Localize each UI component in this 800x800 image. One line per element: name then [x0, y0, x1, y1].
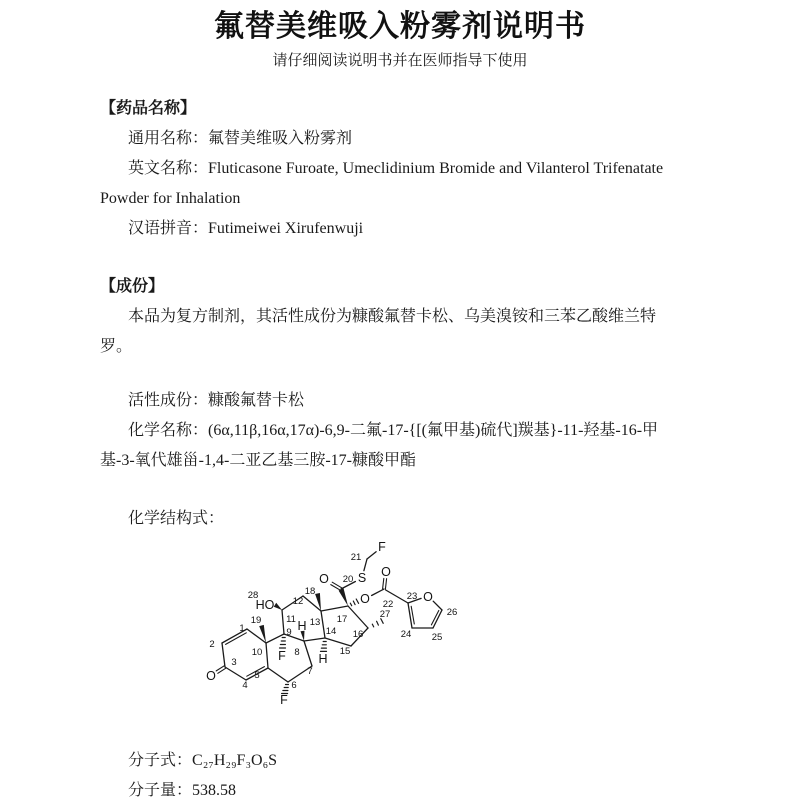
chemical-structure-block	[100, 534, 700, 746]
structure-heading-line: 化学结构式：	[128, 510, 225, 527]
chemical-name-line-2: 基-3-氧代雄甾-1,4-二亚乙基三胺-17-糠酸甲酯	[100, 452, 416, 469]
furoate-carbonyl-oxygen-label: O	[381, 565, 391, 579]
atom-number: 5	[254, 670, 260, 681]
ester-oxygen-label: O	[360, 592, 370, 606]
atom-number: 19	[250, 615, 262, 626]
hydrogen-14-label: H	[318, 652, 328, 666]
page-title: 氟替美维吸入粉雾剂说明书	[214, 10, 586, 43]
atom-number: 11	[286, 614, 296, 625]
atom-number: 9	[286, 627, 292, 638]
atom-number: 14	[325, 626, 337, 637]
chemical-name-line-1: 化学名称：(6α,11β,16α,17α)-6,9-二氟-17-{[(氟甲基)硫代]羰基}-11-羟基-16-甲	[128, 422, 659, 439]
section-heading-composition: 【成份】	[100, 278, 165, 295]
atom-number: 1	[239, 623, 245, 634]
atom-number: 28	[247, 590, 259, 601]
molecular-weight-value: 538.58	[192, 782, 237, 799]
atom-number: 27	[379, 609, 391, 620]
molecular-formula-label: 分子式：	[128, 752, 193, 769]
fluorine-21-label: F	[378, 540, 386, 554]
atom-number: 6	[291, 680, 297, 691]
pinyin-line: 汉语拼音：Futimeiwei Xirufenwuji	[128, 220, 364, 237]
atom-number: 12	[292, 596, 304, 607]
molecular-weight-label: 分子量：	[128, 782, 193, 799]
atom-number: 17	[336, 614, 348, 625]
composition-intro-line-1: 本品为复方制剂，其活性成份为糠酸氟替卡松、乌美溴铵和三苯乙酸维兰特	[128, 308, 657, 325]
thiocarbonyl-oxygen-label: O	[319, 572, 329, 586]
atom-number: 23	[406, 591, 418, 602]
fluorine-9-label: F	[278, 649, 286, 663]
atom-number: 13	[309, 617, 321, 628]
atom-number: 2	[209, 639, 215, 650]
page-subtitle: 请仔细阅读说明书并在医师指导下使用	[272, 53, 528, 69]
atom-number: 22	[382, 599, 394, 610]
composition-intro-line-2: 罗。	[100, 338, 133, 355]
atom-number: 7	[307, 666, 313, 677]
atom-number-labels	[209, 552, 457, 691]
ketone-oxygen-label: O	[206, 669, 216, 683]
atom-number: 18	[304, 586, 316, 597]
atom-number: 26	[446, 607, 458, 618]
hydroxyl-label: HO	[255, 598, 275, 612]
fluorine-6-label: F	[280, 693, 288, 707]
sulfur-label: S	[357, 571, 367, 585]
atom-number: 24	[400, 629, 412, 640]
atom-number: 16	[352, 629, 364, 640]
atom-number: 15	[339, 646, 351, 657]
molecular-formula-line	[100, 746, 700, 776]
furan-oxygen-label: O	[423, 590, 433, 604]
generic-name-line: 通用名称：氟替美维吸入粉雾剂	[128, 130, 353, 147]
atom-number: 10	[251, 647, 263, 658]
hydrogen-8-label: H	[297, 619, 307, 633]
english-name-line-2: Powder for Inhalation	[100, 190, 241, 207]
atom-number: 3	[231, 657, 237, 668]
english-name-line-1: 英文名称：Fluticasone Furoate, Umeclidinium Bromide and Vilanterol Trifenatate	[128, 160, 664, 177]
chemical-structure	[200, 534, 468, 714]
active-ingredient-line: 活性成份：糠酸氟替卡松	[128, 392, 305, 409]
atom-number: 25	[431, 632, 443, 643]
atom-number: 20	[342, 574, 354, 585]
atom-number: 4	[242, 680, 248, 691]
molecular-weight-line	[100, 776, 700, 800]
atom-number: 8	[294, 647, 300, 658]
section-heading-drug-name: 【药品名称】	[100, 100, 197, 117]
atom-number: 21	[350, 552, 362, 563]
molecular-formula-value: C₂₇H₂₉F₃O₆S	[192, 752, 278, 769]
